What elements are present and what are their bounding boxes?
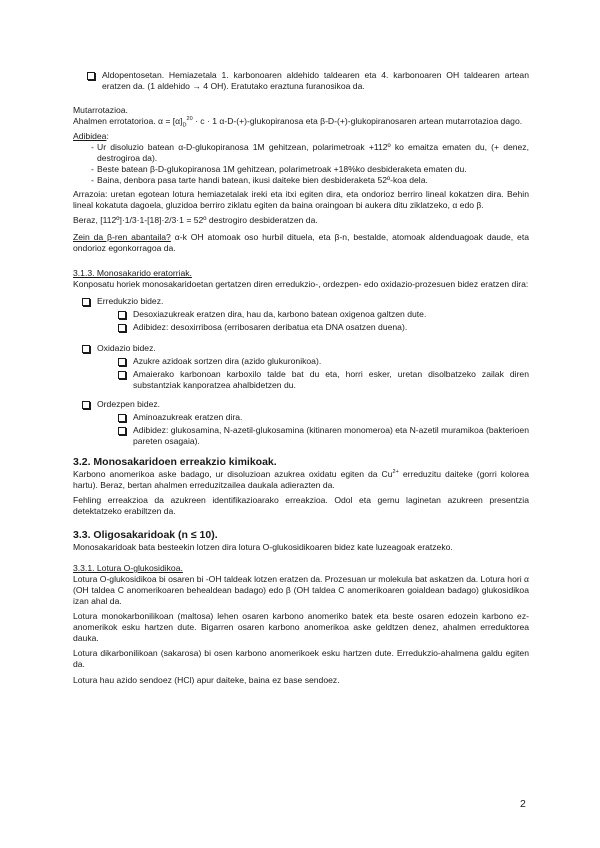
list-item: Azukre azidoak sortzen dira (azido glukuronikoa).: [73, 356, 529, 369]
zein-paragraph: Zein da β-ren abantaila? α-k OH atomoak oso hurbil dituela, eta β-n, bestalde, atomoak aldenduagoak daude, eta ondorioz egonkorragoa da.: [73, 232, 530, 253]
section-3-2-p2: Fehling erreakzioa da azukreen identifikazioarako erreakzioa. Odol eta gernu laginetan azukreen presentzia detektatzeko erabiltzen da.: [73, 495, 529, 516]
checkbox-bullet-icon: [118, 311, 126, 319]
checkbox-bullet-icon: [82, 298, 90, 306]
mutarrotazioa-title: Mutarrotazioa.: [73, 105, 128, 115]
section-3-1-3-title: 3.1.3. Monosakarido eratorriak.: [73, 268, 192, 278]
section-3-3-1-p4: Lotura hau azido sendoez (HCl) apur daiteke, baina ez base sendoez.: [73, 675, 340, 685]
example-item: - Baina, denbora pasa tarte handi batean, ikusi daiteke bien desbideraketa 52º-koa dela.: [91, 175, 428, 185]
group-ordezpen: Ordezpen bidez.: [73, 399, 529, 412]
checkbox-bullet-icon: [82, 401, 90, 409]
section-3-1-3-intro: Konposatu horiek monosakaridoetan gertatzen diren erredukzio-, ordezpen- edo oxidazio-prozesuen bidez eratzen dira:: [73, 279, 529, 289]
arrazoia-paragraph: Arrazoia: uretan egotean lotura hemiazetalak ireki eta itxi egiten dira, eta ondorioz berriro lineal kokatzen dira. Behin lineal kokatuta dagoela, gluzidoa berriro ziklatu egiten da baina oraingoan bi aukera ditu ziklatzeko, α edo β.: [73, 189, 529, 210]
list-item: Aminoazukreak eratzen dira.: [73, 412, 529, 425]
aldopentosetan-text: Aldopentosetan. Hemiazetala 1. karbonoaren aldehido taldearen eta 4. karbonoaren OH taldearen artean eratzen da. (1 aldehido → 4 OH). Eratutako eraztuna furanosikoa da.: [102, 70, 529, 91]
beraz-paragraph: Beraz, [112º]·1/3·1-[18]·2/3·1 = 52º destrogiro desbideratzen da.: [73, 215, 318, 225]
section-3-3-1-p1: Lotura O-glukosidikoa bi osaren bi -OH taldeak lotzen eratzen da. Prozesuan ur molekula bat askatzen da. Lotura hori α (OH taldea C anomerikoaren behealdean badago) edo β (OH taldea C anomerikoaren goialdean badago) glukosidikoa izan ahal da.: [73, 574, 529, 606]
checkbox-bullet-icon: [82, 345, 90, 353]
checkbox-bullet-icon: [118, 324, 126, 332]
checkbox-bullet-icon: [118, 358, 126, 366]
section-3-3-title: 3.3. Oligosakaridoak (n ≤ 10).: [73, 529, 218, 541]
checkbox-bullet-icon: [118, 427, 126, 435]
checkbox-bullet-icon: [118, 414, 126, 422]
document-page: [73, 70, 529, 686]
list-item: Adibidez: desoxirribosa (erribosaren deribatua eta DNA osatzen duena).: [73, 322, 529, 335]
group-erredukzio: Erredukzio bidez.: [73, 296, 529, 309]
example-item: - Ur disoluzio batean α-D-glukopiranosa 1M gehitzean, polarimetroak +112º ko emaitza ematen du, (+ denez, destrogiroa da).: [91, 142, 529, 163]
bullet-aldopentosetan: [87, 70, 529, 92]
section-3-2-title: 3.2. Monosakaridoen erreakzio kimikoak.: [73, 456, 277, 468]
list-item: Desoxiazukreak eratzen dira, hau da, karbono batean oxigenoa galtzen dute.: [73, 309, 529, 322]
section-3-3-1-p3: Lotura dikarbonilikoan (sakarosa) bi osen karbono anomerikoek esku hartzen dute. Erredukzio-ahalmena galdu egiten da.: [73, 648, 529, 669]
mutarrotazioa-formula: Ahalmen errotatorioa. $\alpha = [\alpha]_D^{20} \cdot c \cdot 1$ α-D-(+)-glukopiranosa eta β-D-(+)-glukopiranosaren artean mutarrotazioa dago.: [73, 116, 523, 129]
section-3-3-intro: Monosakaridoak bata besteekin lotzen dira lotura O-glukosidikoaren bidez kate luzeagoak eratzeko.: [73, 542, 453, 552]
section-3-3-1-title: 3.3.1. Lotura O-glukosidikoa.: [73, 563, 183, 573]
section-3-2-p1: Karbono anomerikoa aske badago, ur disoluzioan azukrea oxidatu egiten da $Cu^{2+}$ erreduzitu daiteke (gorri kolorea hartu). Beraz, bertan ahalmen erreduzitzailea daukala adierazten da.: [73, 469, 529, 490]
page-number: 2: [520, 798, 526, 810]
section-3-3-1-p2: Lotura monokarbonilikoan (maltosa) lehen osaren karbono anomeriko batek eta beste osaren edozein karbono ez-anomerikok esku hartzen dute. Bigarren osaren karbono anomerikoa aske geldtzen denez, ahalmen erreduktorea dauka.: [73, 611, 529, 643]
group-oxidazio: Oxidazio bidez.: [73, 343, 529, 356]
adibidea-label: Adibidea:: [73, 131, 109, 141]
list-item: Adibidez: glukosamina, N-azetil-glukosamina (kitinaren monomeroa) eta N-azetil muramikoa (bakterioen pareten osagaia).: [73, 425, 529, 447]
checkbox-bullet-icon: [118, 371, 126, 379]
checkbox-bullet-icon: [87, 72, 95, 80]
example-item: - Beste batean β-D-glukopiranosa 1M gehitzean, polarimetroak +18%ko desbideraketa ematen du.: [91, 164, 467, 174]
list-item: Amaierako karbonoan karboxilo talde bat du eta, horri esker, uretan disolbatzeko zailak diren substantziak kanporatzea ahalbidetzen du.: [73, 369, 529, 391]
